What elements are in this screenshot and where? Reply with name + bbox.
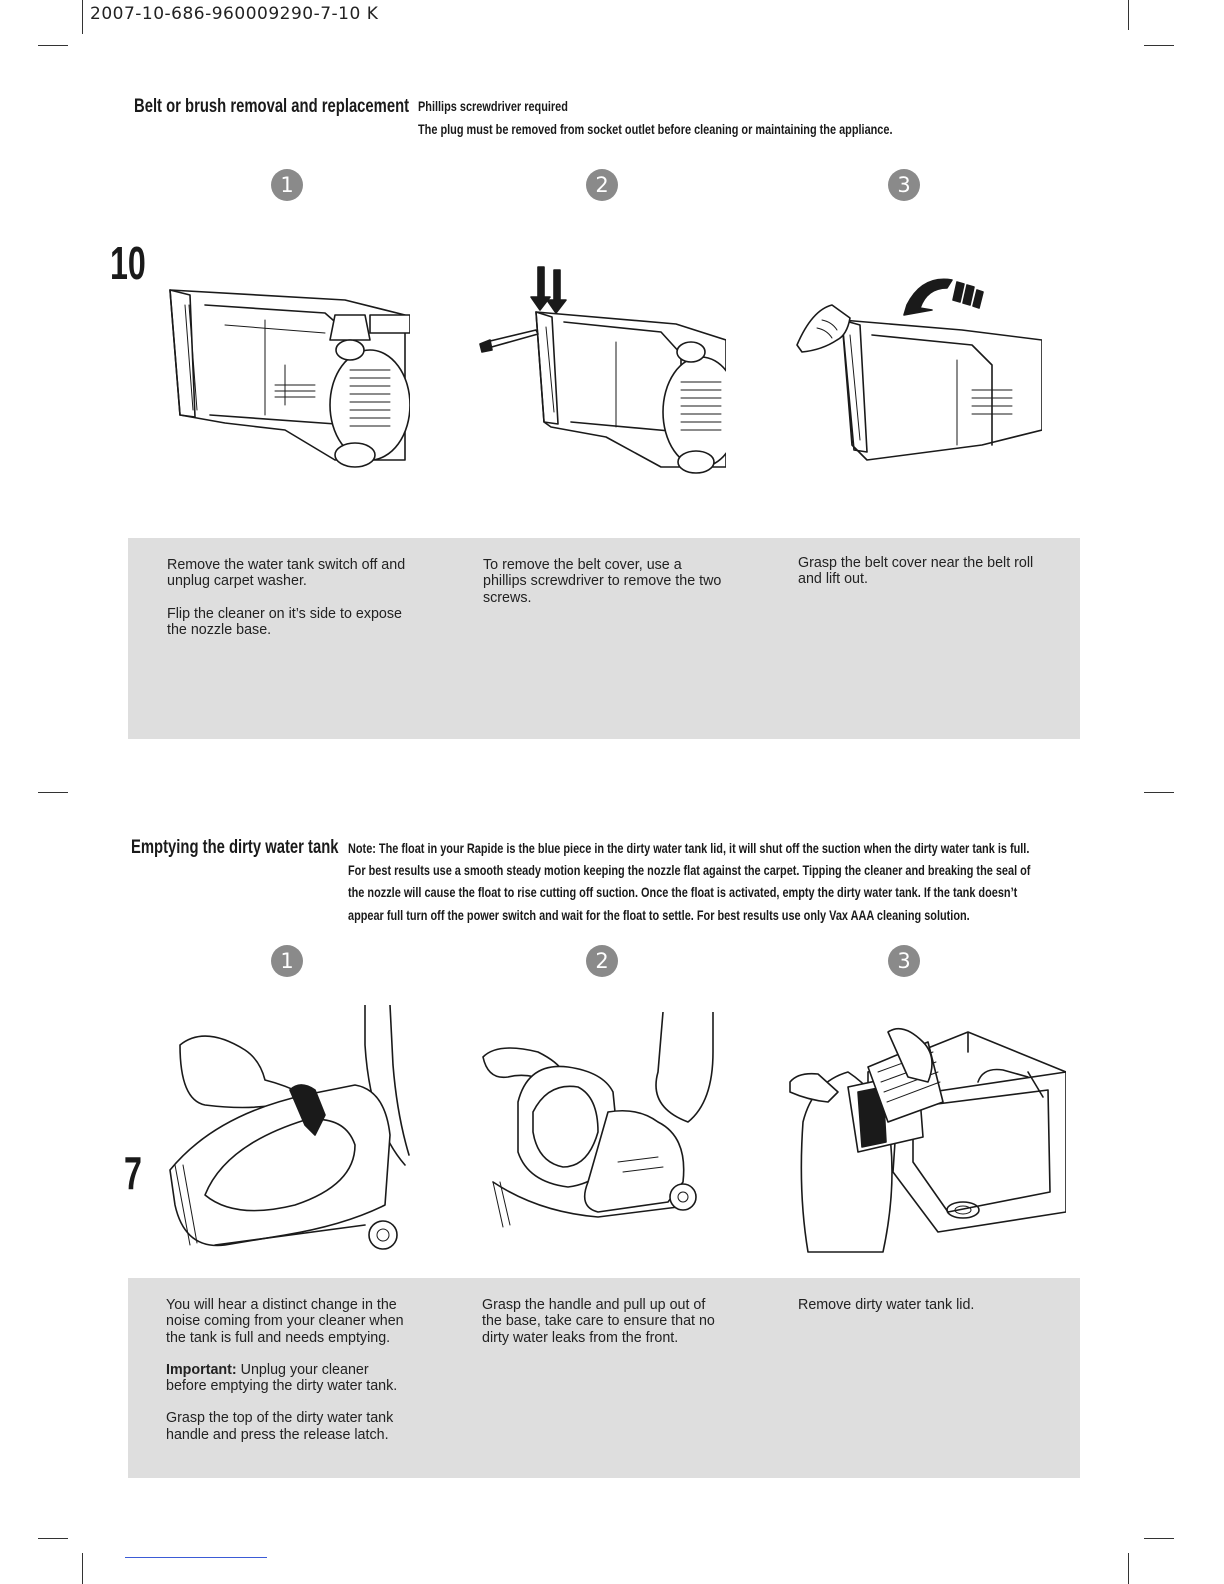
tank-step-1-para-3: Grasp the top of the dirty water tank handle and press the release latch. (166, 1410, 394, 1443)
belt-step-1-text (167, 557, 407, 654)
belt-step-3-para-1: Grasp the belt cover near the belt roll and lift out. (798, 555, 1034, 588)
page-number-7: 7 (124, 1147, 142, 1199)
tank-note-line-2: For best results use a smooth steady motion keeping the nozzle flat against the carpet. Tipping the cleaner and breaking the seal of (348, 862, 1031, 878)
important-label: Important: (166, 1361, 237, 1378)
tank-step-2-text (482, 1297, 727, 1362)
tank-step-2-para-1: Grasp the handle and pull up out of the base, take care to ensure that no dirty water leaks from the front. (482, 1297, 715, 1346)
illustration-flip-cleaner (165, 275, 410, 475)
step-badge-2: 2 (586, 945, 618, 977)
crop-mark (38, 1538, 68, 1539)
step-badge-2: 2 (586, 169, 618, 201)
crop-mark (82, 0, 83, 34)
belt-note-tool: Phillips screwdriver required (418, 98, 568, 114)
tank-step-1-text (166, 1297, 411, 1459)
crop-mark (1144, 1538, 1174, 1539)
illustration-lift-belt-cover (792, 270, 1042, 470)
important-text: Unplug your cleaner before emptying the dirty water tank. (166, 1361, 398, 1395)
tank-step-3-para-1: Remove dirty water tank lid. (798, 1297, 975, 1313)
crop-mark (1128, 1553, 1129, 1584)
crop-mark (38, 792, 68, 793)
belt-step-1-para-1: Remove the water tank switch off and unplug carpet washer. (167, 557, 406, 590)
illustration-press-release-latch (165, 1005, 410, 1263)
section-title-tank: Emptying the dirty water tank (131, 837, 339, 858)
crop-mark (1144, 792, 1174, 793)
illustration-pull-tank-out (478, 1012, 723, 1237)
step-badge-1: 1 (271, 169, 303, 201)
belt-step-1-para-2: Flip the cleaner on it’s side to expose the nozzle base. (167, 605, 402, 638)
step-badge-1: 1 (271, 945, 303, 977)
illustration-remove-lid-sink (788, 1012, 1066, 1257)
belt-note-safety: The plug must be removed from socket outlet before cleaning or maintaining the appliance. (418, 121, 893, 137)
belt-step-3-text (798, 555, 1038, 604)
tank-note-line-4: appear full turn off the power switch and wait for the float to settle. For best results use only Vax AAA cleaning solution. (348, 907, 970, 923)
crop-mark (1144, 45, 1174, 46)
crop-mark (1128, 0, 1129, 30)
step-badge-3: 3 (888, 169, 920, 201)
belt-step-2-para-1: To remove the belt cover, use a phillips screwdriver to remove the two screws. (483, 557, 722, 606)
belt-step-2-text (483, 557, 723, 622)
tank-step-3-text (798, 1297, 1043, 1329)
crop-mark (38, 45, 68, 46)
step-badge-3: 3 (888, 945, 920, 977)
tank-step-1-para-1: You will hear a distinct change in the noise coming from your cleaner when the tank is full and needs emptying. (166, 1297, 404, 1346)
tank-note-line-3: the nozzle will cause the float to rise cutting off suction. Once the float is activated, empty the dirty water tank. If the tank doesn’t (348, 884, 1018, 900)
illustration-remove-screws (476, 262, 726, 477)
crop-mark (82, 1553, 83, 1584)
document-code: 2007-10-686-960009290-7-10 K (90, 4, 379, 24)
tank-step-1-important (166, 1362, 411, 1395)
page-number-10: 10 (110, 237, 146, 289)
section-title-belt: Belt or brush removal and replacement (134, 96, 410, 117)
tank-note-line-1: Note: The float in your Rapide is the blue piece in the dirty water tank lid, it will shut off the suction when the dirty water tank is full. (348, 840, 1030, 856)
footer-link-underline (125, 1557, 267, 1558)
